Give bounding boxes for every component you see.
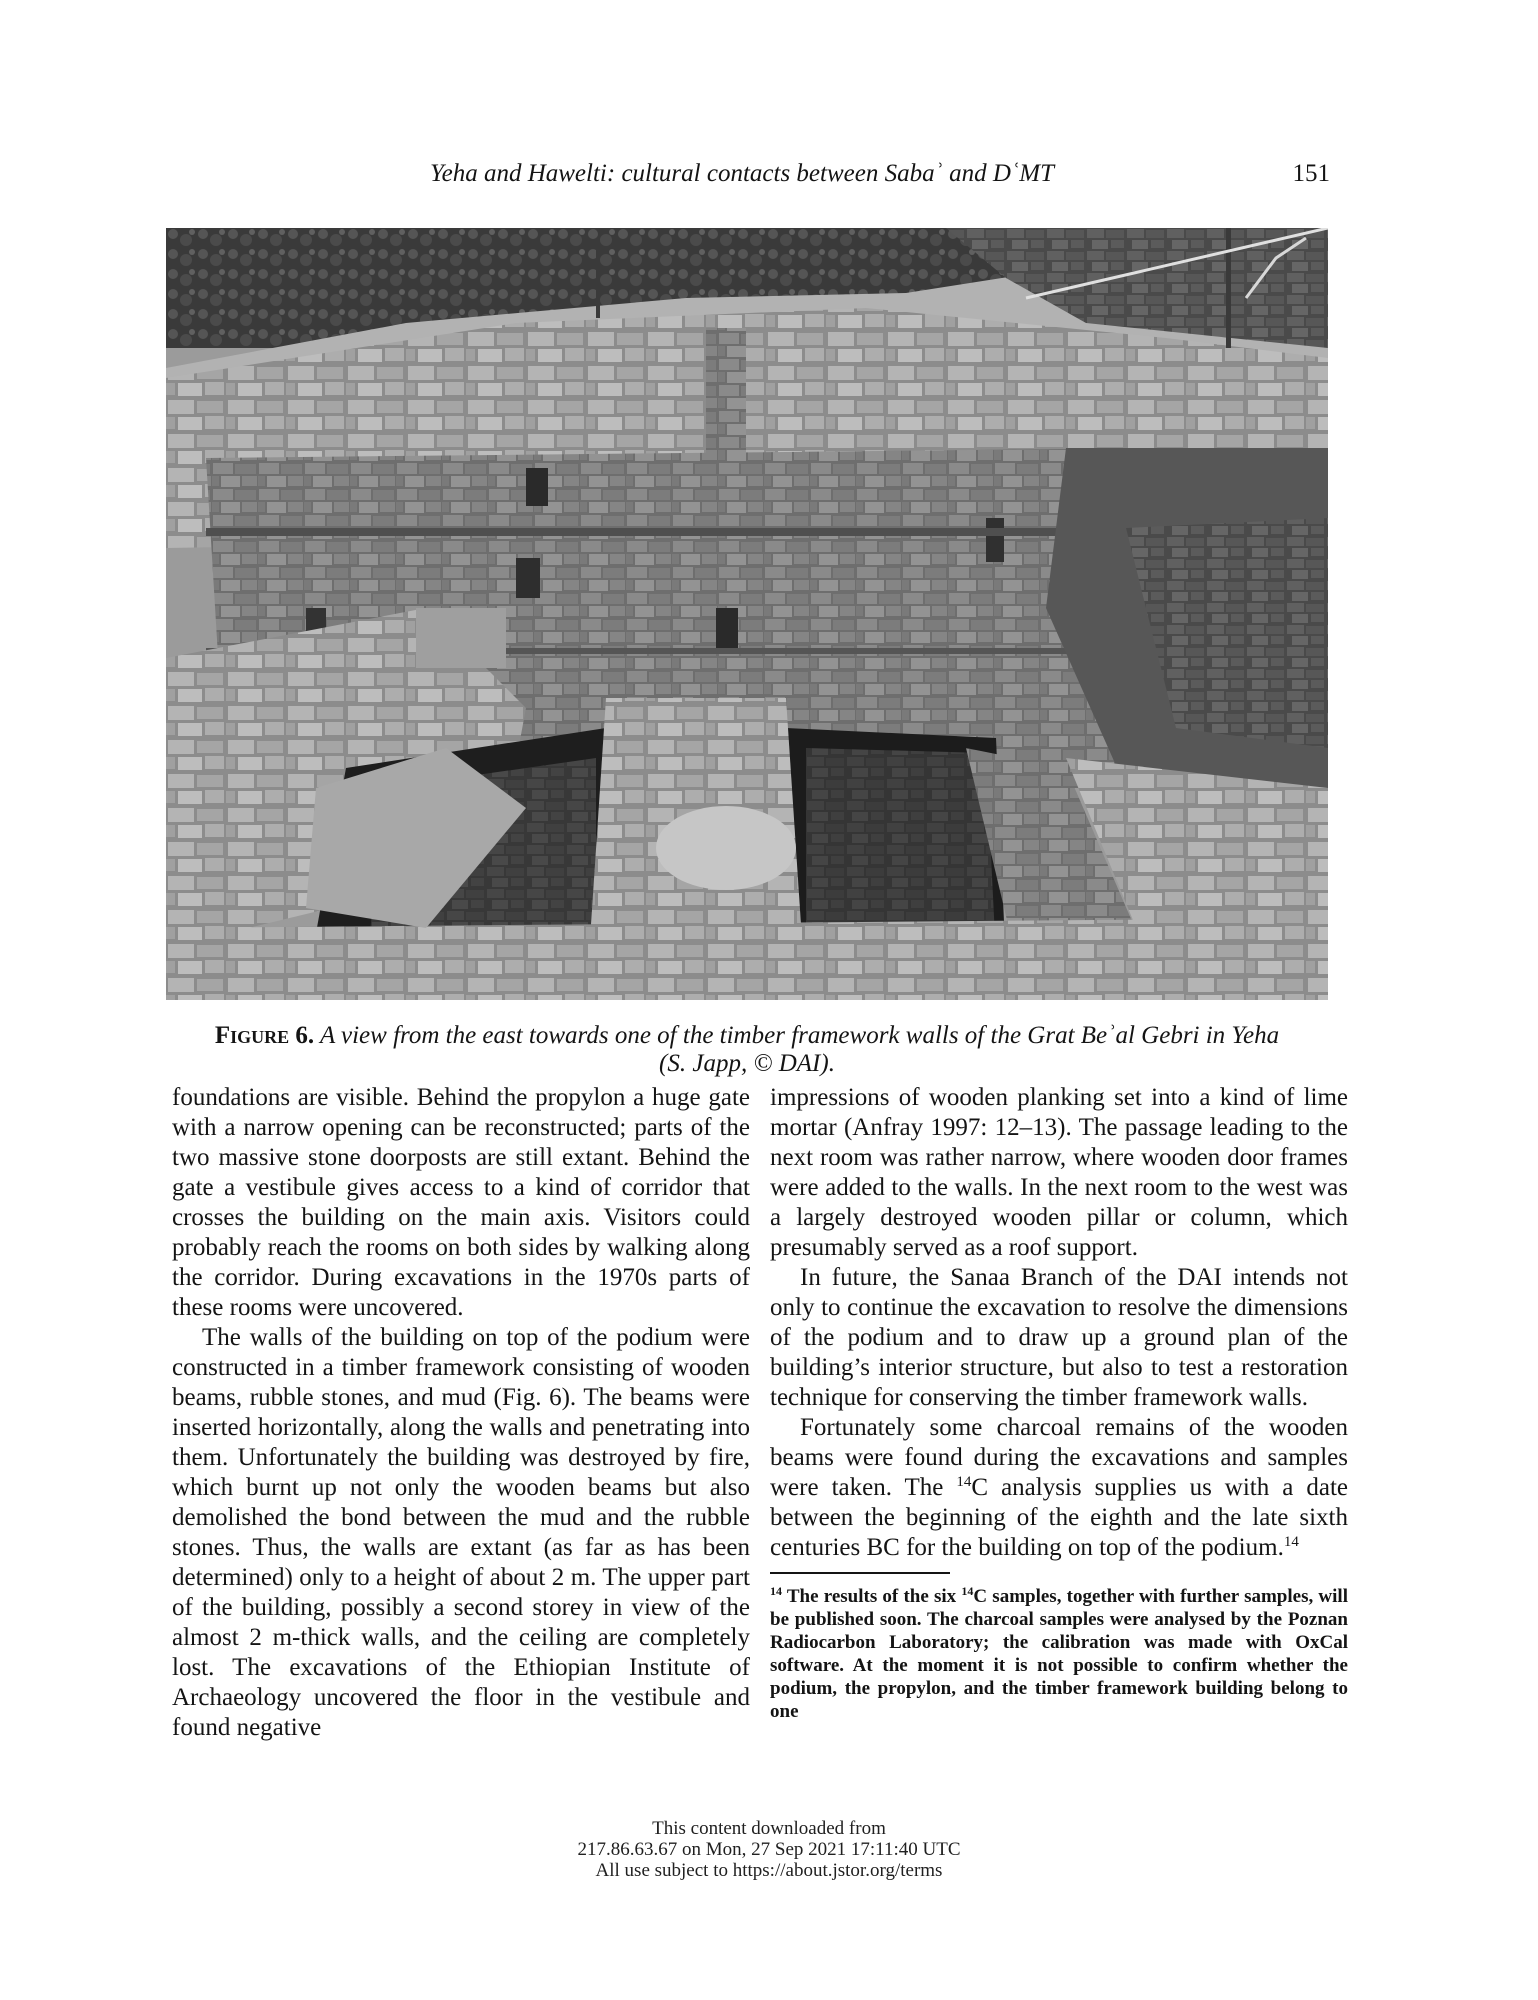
excavation-photo <box>166 228 1328 1000</box>
caption-credit: (S. Japp, © DAI). <box>659 1050 835 1077</box>
footer-line-3: All use subject to https://about.jstor.org/terms <box>595 1860 943 1881</box>
right-column <box>770 1083 1348 1563</box>
right-paragraph-2: In future, the Sanaa Branch of the DAI intends not only to continue the excavation to resolve the dimensions of the podium and to draw up a ground plan of the building’s interior structure, but also to test a restoration technique for conserving the timber framework walls. <box>770 1264 1348 1411</box>
jstor-footer <box>0 1818 1538 1881</box>
footnote-marker: 14 <box>770 1584 782 1598</box>
running-title: Yeha and Hawelti: cultural contacts between Sabaʾ and DʿMT <box>430 160 1055 187</box>
figure-caption <box>166 1022 1328 1078</box>
page-number: 151 <box>1292 160 1330 187</box>
footnote-carbon-superscript: 14 <box>961 1584 974 1598</box>
left-paragraph-2: The walls of the building on top of the podium were constructed in a timber framework consisting of wooden beams, rubble stones, and mud (Fig. 6). The beams were inserted horizontally, along the walls and penetrating into them. Unfortunately the building was destroyed by fire, which burnt up not only the wooden beams but also demolished the bond between the mud and the rubble stones. Thus, the walls are extant (as far as has been determined) only to a height of about 2 m. The upper part of the building, possibly a second storey in view of the almost 2 m-thick walls, and the ceiling are completely lost. The excavations of the Ethiopian Institute of Archaeology uncovered the floor in the vestibule and found negative <box>172 1324 750 1741</box>
footer-line-1: This content downloaded from <box>652 1818 886 1839</box>
right-p3-text-a: Fortunately some charcoal remains of the wooden beams were found during the excavations and samples were taken. The <box>770 1414 1348 1501</box>
footer-line-2: 217.86.63.67 on Mon, 27 Sep 2021 17:11:40 UTC <box>577 1839 961 1860</box>
right-paragraph-1: impressions of wooden planking set into a kind of lime mortar (Anfray 1997: 12–13). The passage leading to the next room was rather narrow, where wooden door frames were added to the walls. In the next room to the west was a largely destroyed wooden pillar or column, which presumably served as a roof support. <box>770 1084 1348 1261</box>
figure-label: Figure 6. <box>214 1022 315 1049</box>
left-column <box>172 1083 750 1743</box>
footnote-text-b: C samples, together with further samples, will be published soon. The charcoal samples were analysed by the Poznan Radiocarbon Laboratory; the calibration was made with OxCal software. At the moment it is not possible to confirm whether the podium, the propylon, and the timber framework building belong to one <box>770 1586 1348 1722</box>
footnote <box>770 1585 1348 1723</box>
caption-text: A view from the east towards one of the timber framework walls of the Grat Beʾal Gebri in Yeha <box>319 1022 1280 1049</box>
right-paragraph-3 <box>770 1413 1348 1563</box>
footnote-rule <box>770 1572 950 1574</box>
right-p3-text-b: C analysis supplies us with a date between the beginning of the eighth and the late sixth centuries BC for the building on top of the podium. <box>770 1474 1348 1561</box>
running-header <box>430 160 1330 196</box>
carbon-superscript: 14 <box>956 1474 972 1490</box>
footnote-reference: 14 <box>1283 1534 1299 1550</box>
caption-line-1 <box>166 1022 1328 1050</box>
footnote-text-a: The results of the six <box>782 1586 962 1607</box>
left-paragraph-1: foundations are visible. Behind the propylon a huge gate with a narrow opening can be reconstructed; parts of the two massive stone doorposts are still extant. Behind the gate a vestibule gives access to a kind of corridor that crosses the building on the main axis. Visitors could probably reach the rooms on both sides by walking along the corridor. During excavations in the 1970s parts of these rooms were uncovered. <box>172 1084 750 1321</box>
